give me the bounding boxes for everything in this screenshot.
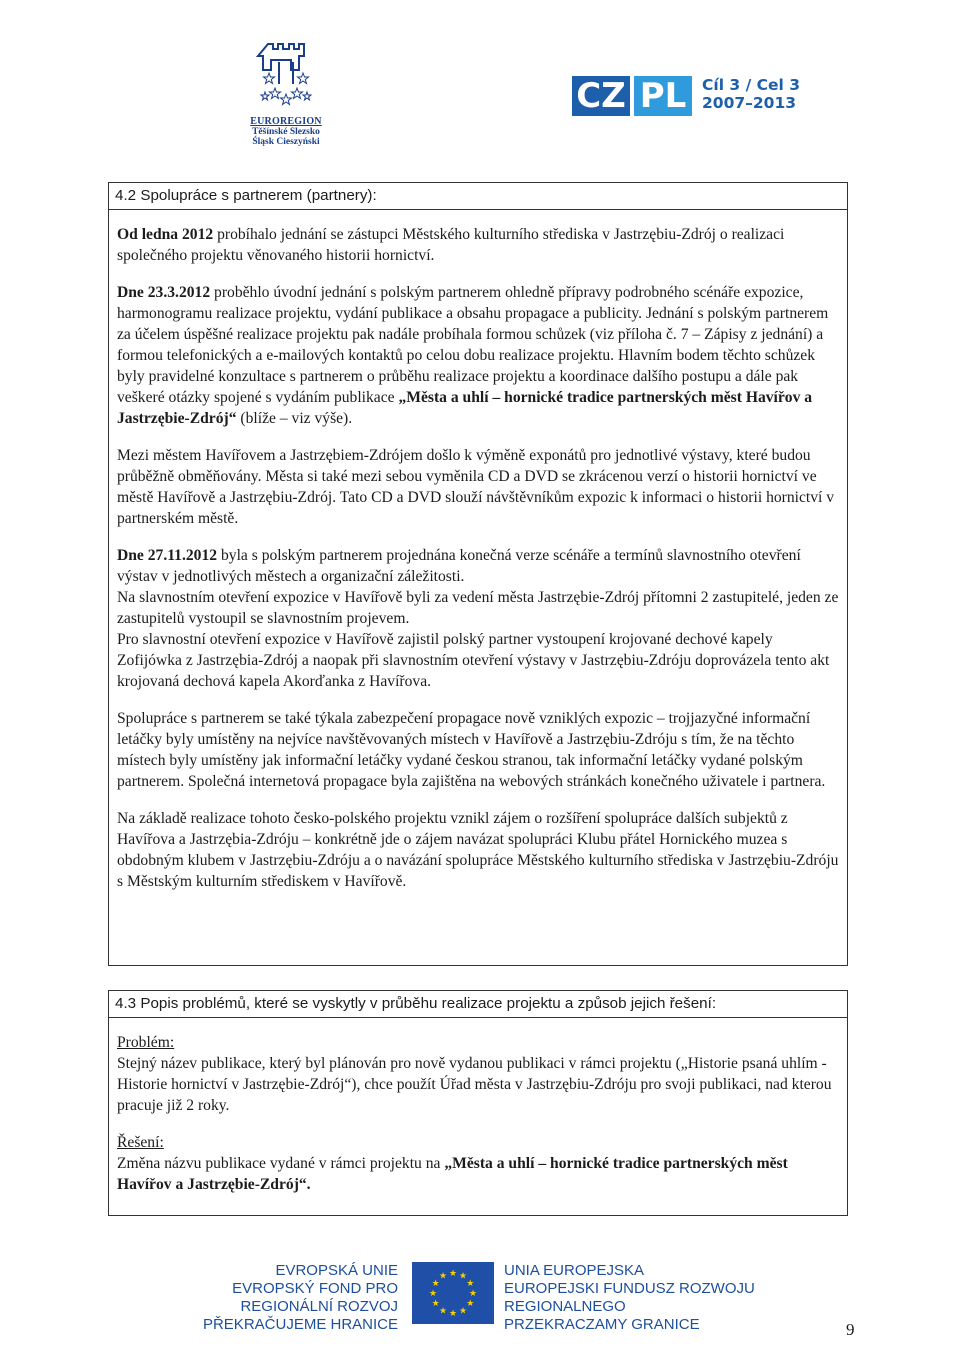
euroregion-logo (236, 40, 336, 147)
eu-flag-icon (412, 1262, 494, 1324)
paragraph-7: Spolupráce s partnerem se také týkala zabezpečení propagace nově vzniklých expozic – trojjazyčné informační letáčky byly umístěny na nejvíce navštěvovaných místech v Havířově a Jastrzębiu-Zdróju s tím, že na těchto místech byly umístěny jak informační letáčky vydané českou stranou, tak informační letáčky vydané polským partnerem. Společná internetová propagace byla zajištěna na webových stránkách konečného uživatele i partnera. (117, 710, 826, 790)
cz-badge: CZ (572, 76, 630, 116)
section-4-3-content (117, 1032, 839, 1195)
program-logo (572, 76, 800, 116)
eu-star-icon: ★ (431, 1298, 440, 1308)
castle-tower-icon (251, 40, 321, 114)
program-years: 2007–2013 (702, 94, 797, 112)
paragraph-8: Na základě realizace tohoto česko-polského projektu vznikl zájem o rozšíření spolupráce dalších subjektů z Havířova a Jastrzębia-Zdróju – konkrétně jde o zájem navázat spolupráci Klubu přátel Hornického muzea s obdobným klubem v Jastrzębiu-Zdróju a o navázání spolupráce Městského kulturního střediska v Jastrzębiu-Zdróju s Městským kulturním střediskem v Havířově. (117, 810, 839, 890)
paragraph-6: Pro slavnostní otevření expozice v Havířově zajistil polský partner vystoupení krojované dechové kapely Zofijówka z Jastrzębia-Zdrój a naopak při slavnostním otevření výstavy v Jastrzębiu-Zdróju doprovázela tento akt krojovaná dechová kapela Akorďanka z Havířova. (117, 631, 830, 690)
section-4-2-heading: 4.2 Spolupráce s partnerem (partnery): (115, 187, 377, 204)
solution-block (117, 1132, 839, 1195)
euroregion-name: EUROREGION (250, 116, 322, 127)
paragraph-2 (117, 282, 839, 429)
date-january-2012: Od ledna 2012 (117, 226, 214, 243)
section-4-2-content (117, 224, 839, 892)
paragraph-1 (117, 224, 839, 266)
eu-star-icon: ★ (466, 1298, 475, 1308)
section-4-2-header (109, 183, 847, 210)
footer-cz-text (142, 1262, 398, 1334)
program-goal-text (702, 76, 800, 112)
program-goal: Cíl 3 / Cel 3 (702, 76, 801, 94)
eu-star-icon: ★ (466, 1278, 475, 1288)
problem-label: Problém: (117, 1034, 175, 1051)
solution-text: Změna názvu publikace vydané v rámci projektu na (117, 1155, 445, 1172)
paragraph-2-end: (blíže – viz výše). (236, 410, 353, 427)
eu-star-icon: ★ (438, 1270, 448, 1281)
footer-pl-text (504, 1262, 844, 1334)
eu-star-icon: ★ (458, 1305, 468, 1316)
problem-block (117, 1032, 839, 1116)
eu-star-icon: ★ (438, 1305, 448, 1316)
eu-star-icon: ★ (468, 1288, 478, 1298)
paragraph-2-text: proběhlo úvodní jednání s polským partnerem ohledně přípravy podrobného scénáře expozice, harmonogramu realizace projektu, vydání publikace a obsahu propagace a publicity. Jednání s polským partnerem za účelem úspěšné realizace projektu pak nadále probíhala formou schůzek (viz příloha č. 7 – Zápisy z jednání) a formou telefonických a e-mailových kontaktů po celou dobu realizace projektu. Hlavním bodem těchto schůzek byly pravidelné konzultace s partnerem o průběhu realizace projektu a koordinace dalšího postupu a dále pak veškeré otázky spojené s vydáním publikace (117, 284, 829, 406)
paragraph-4 (117, 545, 839, 587)
eu-stars-icon (412, 1262, 494, 1324)
euroregion-line2: Těšínské Slezsko (252, 127, 320, 137)
footer-pl-line2: EUROPEJSKI FUNDUSZ ROZWOJU REGIONALNEGO (504, 1280, 755, 1315)
footer-cz-line2: EVROPSKÝ FOND PRO REGIONÁLNÍ ROZVOJ (232, 1280, 398, 1315)
publication-title: „Města a uhlí – hornické tradice partnerských měst Havířov a Jastrzębie-Zdrój“ (117, 389, 813, 427)
section-4-3-header (109, 991, 847, 1018)
eu-star-icon: ★ (448, 1308, 458, 1318)
pl-badge: PL (634, 76, 692, 116)
paragraph-1-text: probíhalo jednání se zástupci Městského kulturního střediska v Jastrzębiu-Zdrój o realizaci společného projektu věnovaného historii hornictví. (117, 226, 785, 264)
paragraph-3: Mezi městem Havířovem a Jastrzębiem-Zdrójem došlo k výměně exponátů pro jednotlivé výstavy, které budou průběžně obměňovány. Města si také mezi sebou vyměnila CD a DVD se zkrácenou verzí o historii hornictví ve městě Havířově a Jastrzębiu-Zdrój. Tato CD a DVD slouží návštěvníkům expozic k informaci o historii hornictví v partnerském městě. (117, 447, 835, 527)
footer-pl-line1: UNIA EUROPEJSKA (504, 1262, 645, 1279)
date-23-3-2012: Dne 23.3.2012 (117, 284, 211, 301)
paragraph-5: Na slavnostním otevření expozice v Havířově byli za vedení města Jastrzębie-Zdrój přítomni 2 zastupitelé, jeden ze zastupitelů vystoupil se slavnostním projevem. (117, 589, 839, 627)
solution-new-title: „Města a uhlí – hornické tradice partnerských měst Havířov a Jastrzębie-Zdrój“. (117, 1155, 788, 1193)
euroregion-line3: Śląsk Cieszyński (252, 137, 320, 147)
eu-star-icon: ★ (458, 1270, 468, 1281)
section-4-3-heading: 4.3 Popis problémů, které se vyskytly v průběhu realizace projektu a způsob jejich řešení: (115, 995, 717, 1012)
paragraph-4-text: byla s polským partnerem projednána konečná verze scénáře a termínů slavnostního otevření výstav v jednotlivých městech a organizační záležitosti. (117, 547, 801, 585)
footer-pl-line3: PRZEKRACZAMY GRANICE (504, 1316, 700, 1333)
footer-cz-line1: EVROPSKÁ UNIE (275, 1262, 398, 1279)
eu-star-icon: ★ (431, 1278, 440, 1288)
date-27-11-2012: Dne 27.11.2012 (117, 547, 218, 564)
problem-text: Stejný název publikace, který byl plánován pro nově vydanou publikaci v rámci projektu („Historie psaná uhlím - Historie hornictví v Jastrzębie-Zdrój“), chce použít Úřad města v Jastrzębiu-Zdróju pro svoji publikaci, nad kterou pracuje již 2 roky. (117, 1055, 832, 1114)
eu-star-icon: ★ (428, 1288, 438, 1298)
footer-cz-line3: PŘEKRAČUJEME HRANICE (202, 1316, 398, 1333)
solution-label: Řešení: (117, 1134, 164, 1151)
eu-star-icon: ★ (448, 1268, 458, 1278)
page-number: 9 (846, 1320, 855, 1339)
